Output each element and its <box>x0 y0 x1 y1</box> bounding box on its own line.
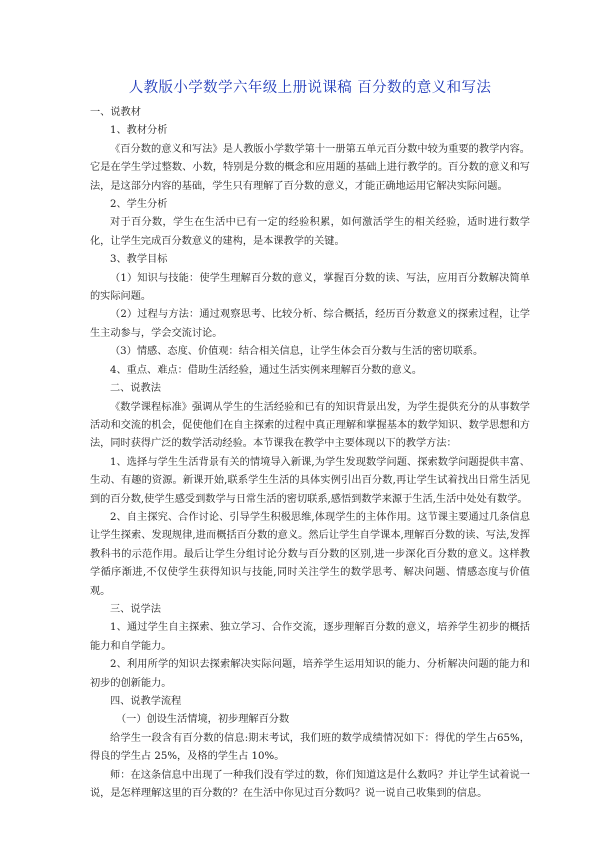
paragraph: 1、选择与学生生活背景有关的情境导入新课,为学生发现数学问题、探索数学问题提供丰富、生动、有趣的资源。新课开始,联系学生生活的具体实例引出百分数,再让学生试着找出日常生活见到的百分数,使学生感受到数学与日常生活的密切联系,感悟到数学来源于生活,生活中处处有数学。 <box>90 456 530 505</box>
paragraph: （1）知识与技能：使学生理解百分数的意义，掌握百分数的读、写法，应用百分数解决简单的实际问题。 <box>90 272 530 303</box>
paragraph: 4、重点、难点：借助生活经验，通过生活实例来理解百分数的意义。 <box>110 364 423 376</box>
paragraph: 1、通过学生自主探索、独立学习、合作交流，逐步理解百分数的意义，培养学生初步的概括能力和自学能力。 <box>90 622 530 652</box>
section-heading: 四、说教学流程 <box>110 696 182 707</box>
paragraph: （2）过程与方法：通过观察思考、比较分析、综合概括，经历百分数意义的探索过程，让学生主动参与，学会交流讨论。 <box>90 309 530 339</box>
paragraph: 对于百分数，学生在生活中已有一定的经验积累，如何激活学生的相关经验，适时进行数学化，让学生完成百分数意义的建构，是本课教学的关键。 <box>90 217 530 247</box>
subsection-heading: 1、教材分析 <box>110 125 168 137</box>
paragraph: （3）情感、态度、价值观：结合相关信息，让学生体会百分数与生活的密切联系。 <box>110 346 484 358</box>
section-heading: 三、说学法 <box>110 603 161 615</box>
paragraph: 2、利用所学的知识去探索解决实际问题，培养学生运用知识的能力、分析解决问题的能力和初步的创新能力。 <box>90 659 530 689</box>
section-heading: 二、说教法 <box>110 383 161 395</box>
paragraph: 《数学课程标准》强调从学生的生活经验和已有的知识背景出发，为学生提供充分的从事数学活动和交流的机会，促使他们在自主探索的过程中真正理解和掌握基本的数学知识、数学思想和方法，同时获得广泛的数学活动经验。本节课我在教学中主要体现以下的教学方法： <box>90 401 530 450</box>
paragraph: 师：在这条信息中出现了一种我们没有学过的数，你们知道这是什么数吗？并让学生试着说一说，是怎样理解这里的百分数的？在生活中你见过百分数吗？说一说自己收集到的信息。 <box>90 769 530 800</box>
section-heading: 一、说教材 <box>90 107 141 118</box>
paragraph: 《百分数的意义和写法》是人教版小学数学第十一册第五单元百分数中较为重要的教学内容。它是在学生学过整数、小数，特别是分数的概念和应用题的基础上进行教学的。百分数的意义和写法，是这部分内容的基础，学生只有理解了百分数的意义，才能正确地运用它解决实际问题。 <box>90 143 530 192</box>
subsection-heading: （一）创设生活情境，初步理解百分数 <box>116 714 290 726</box>
document-title: 人教版小学数学六年级上册说课稿 百分数的意义和写法 <box>128 80 492 96</box>
subsection-heading: 2、学生分析 <box>110 199 168 211</box>
subsection-heading: 3、教学目标 <box>110 254 168 266</box>
paragraph: 2、自主探究、合作讨论、引导学生积极思维,体现学生的主体作用。这节课主要通过几条信息让学生探索、发现规律,进而概括百分数的意义。然后让学生自学课本,理解百分数的读、写法,发挥教科书的示范作用。最后让学生分组讨论分数与百分数的区别,进一步深化百分数的意义。这样教学循序渐进,不仅使学生获得知识与技能,同时关注学生的数学思考、解决问题、情感态度与价值观。 <box>90 511 530 597</box>
paragraph: 给学生一段含有百分数的信息:期末考试，我们班的数学成绩情况如下：得优的学生占65%，得良的学生占 25%，及格的学生占 10%。 <box>90 732 530 763</box>
